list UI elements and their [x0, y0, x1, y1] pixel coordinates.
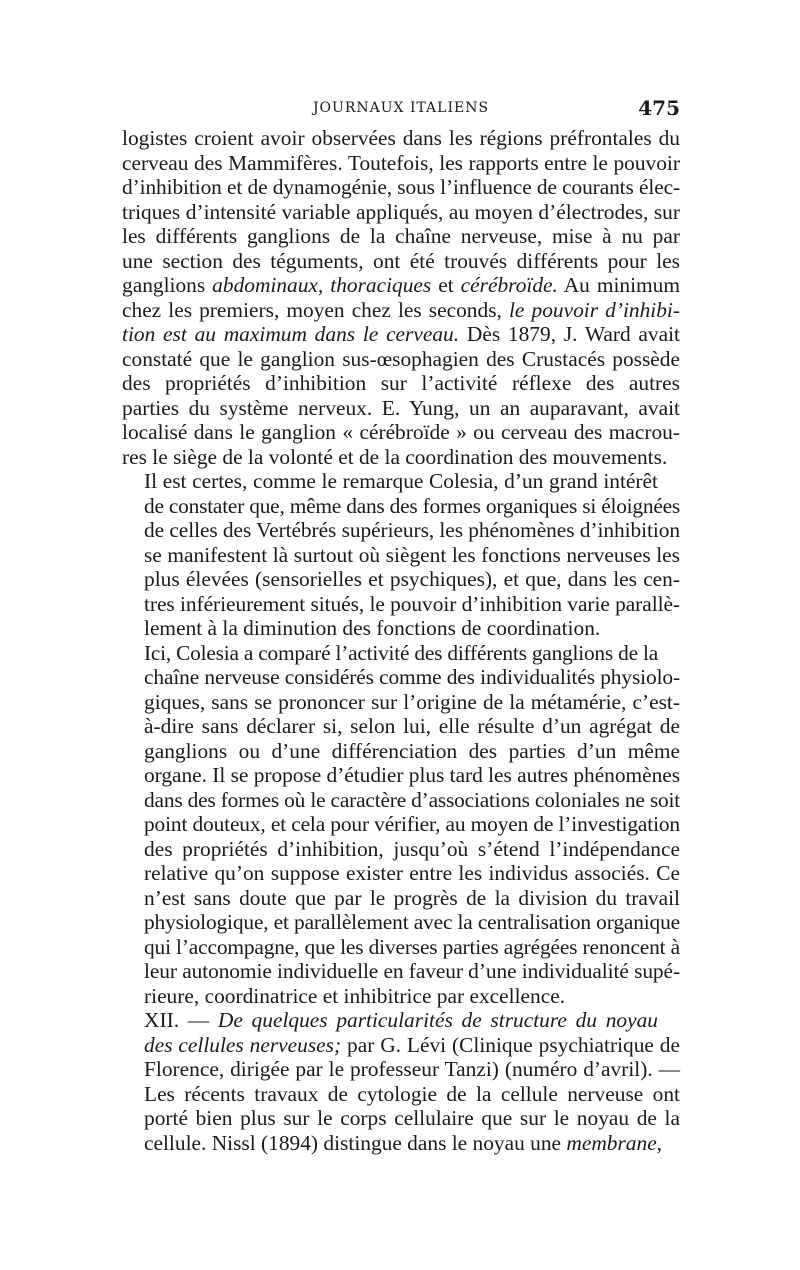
running-title: JOURNAUX ITALIENS — [312, 100, 490, 116]
text-run: d’inhibition et de dynamogénie, sous l’influence de courants élec- — [122, 175, 680, 199]
text-run: Il est certes, comme le remarque Colesia, d’un grand intérêt — [144, 469, 658, 493]
text-line — [122, 984, 680, 1009]
text-line — [122, 1106, 680, 1131]
text-run: une section des téguments, ont été trouvés différents pour les — [122, 248, 680, 273]
text-run: organe. Il se propose d’étudier plus tard les autres phénomènes — [144, 763, 680, 787]
text-line — [122, 886, 680, 911]
text-run: plus élevées (sensorielles et psychiques), et que, dans les cen- — [144, 567, 680, 591]
italic-text-run: membrane, — [566, 1130, 663, 1155]
text-run: les différents ganglions de la chaîne nerveuse, mise à nu par — [122, 224, 680, 248]
text-line — [122, 273, 680, 298]
text-line — [122, 1057, 680, 1082]
text-run: Dès 1879, J. Ward avait — [459, 322, 680, 346]
text-line — [122, 567, 680, 592]
italic-text-run: abdominaux, thoraciques — [212, 273, 432, 297]
text-run: chez les premiers, moyen chez les seconds, — [122, 297, 509, 322]
text-line — [122, 1131, 680, 1156]
text-line — [122, 837, 680, 862]
text-line — [122, 347, 680, 372]
text-line — [122, 1033, 680, 1058]
text-run: res le siège de la volonté et de la coordination des mouvements. — [122, 444, 668, 469]
text-line — [122, 175, 680, 200]
page-header — [122, 96, 680, 122]
text-line — [122, 763, 680, 788]
text-line — [122, 910, 680, 935]
text-line — [122, 445, 680, 470]
text-run: physiologique, et parallèlement avec la centralisation organique — [144, 910, 680, 934]
text-run: localisé dans le ganglion « cérébroïde » ou cerveau des macrou- — [122, 420, 680, 444]
text-line — [122, 543, 680, 568]
text-run: se manifestent là surtout où siègent les fonctions nerveuses les — [144, 542, 680, 567]
text-line — [122, 959, 680, 984]
italic-text-run: des cellules nerveuses; — [144, 1032, 342, 1057]
text-line — [122, 298, 680, 323]
text-line — [122, 812, 680, 837]
text-run: lement à la diminution des fonctions de coordination. — [144, 616, 601, 640]
text-run: dans des formes où le caractère d’associations coloniales ne soit — [144, 787, 680, 812]
text-run: XII. — — [144, 1008, 218, 1032]
text-run: giques, sans se prononcer sur l’origine de la métamérie, c’est- — [144, 689, 680, 714]
text-run: constaté que le ganglion sus-œsophagien des Crustacés possède — [122, 346, 680, 371]
text-line — [122, 1008, 680, 1033]
text-run: cerveau des Mammifères. Toutefois, les rapports entre le pouvoir — [122, 150, 680, 175]
text-run: relative qu’on suppose exister entre les individus associés. Ce — [144, 861, 680, 885]
text-run: et — [431, 273, 461, 297]
paragraph — [122, 1008, 680, 1155]
text-line — [122, 861, 680, 886]
paragraph — [122, 126, 680, 469]
text-line — [122, 322, 680, 347]
text-line — [122, 690, 680, 715]
italic-text-run: De quelques particularités de structure du noyau — [217, 1008, 658, 1032]
text-run: par G. Lévi (Clinique psychiatrique de — [341, 1032, 680, 1057]
text-line — [122, 641, 680, 666]
italic-text-run: le pouvoir d’inhibi- — [508, 297, 680, 322]
paragraph — [122, 469, 680, 641]
text-run: Les récents travaux de cytologie de la cellule nerveuse ont — [144, 1081, 680, 1106]
text-run: cellule. Nissl (1894) distingue dans le noyau une — [144, 1130, 567, 1155]
text-line — [122, 935, 680, 960]
text-line — [122, 200, 680, 225]
text-run: n’est sans doute que par le progrès de la division du travail — [144, 885, 680, 910]
text-run: ganglions ou d’une différenciation des parties d’un même — [144, 738, 680, 763]
text-line — [122, 151, 680, 176]
text-line — [122, 714, 680, 739]
text-run: parties du système nerveux. E. Yung, un an auparavant, avait — [122, 395, 680, 420]
text-line — [122, 396, 680, 421]
text-run: point douteux, et cela pour vérifier, au moyen de l’investigation — [144, 812, 680, 836]
paragraph — [122, 641, 680, 1009]
text-line — [122, 249, 680, 274]
text-run: triques d’intensité variable appliqués, au moyen d’électrodes, sur — [122, 199, 680, 224]
text-run: Florence, dirigée par le professeur Tanzi) (numéro d’avril). — — [144, 1057, 680, 1081]
text-run: Ici, Colesia a comparé l’activité des différents ganglions de la — [144, 640, 658, 665]
text-run: qui l’accompagne, que les diverses parties agrégées renoncent à — [144, 934, 680, 959]
text-run: logistes croient avoir observées dans les régions préfrontales du — [122, 126, 680, 150]
text-line — [122, 1082, 680, 1107]
text-run: à-dire sans déclarer si, selon lui, elle résulte d’un agrégat de — [144, 714, 680, 738]
text-run: tres inférieurement situés, le pouvoir d’inhibition varie parallè- — [144, 591, 680, 616]
text-run: de constater que, même dans des formes organiques si éloignées — [144, 493, 680, 518]
text-run: rieure, coordinatrice et inhibitrice par excellence. — [144, 983, 566, 1008]
text-run: Au minimum — [557, 273, 681, 297]
text-line — [122, 420, 680, 445]
body-text — [122, 126, 680, 1155]
text-line — [122, 739, 680, 764]
text-line — [122, 518, 680, 543]
text-run: leur autonomie individuelle en faveur d’une individualité supé- — [144, 959, 680, 983]
page-number: 475 — [638, 96, 680, 120]
text-line — [122, 494, 680, 519]
italic-text-run: cérébroïde. — [460, 273, 558, 297]
text-line — [122, 592, 680, 617]
text-line — [122, 788, 680, 813]
text-run: ganglions — [122, 273, 213, 297]
text-run: de celles des Vertébrés supérieurs, les phénomènes d’inhibition — [144, 518, 680, 542]
text-run: chaîne nerveuse considérés comme des individualités physiolo- — [144, 665, 680, 689]
text-line — [122, 371, 680, 396]
text-line — [122, 665, 680, 690]
text-line — [122, 469, 680, 494]
text-line — [122, 126, 680, 151]
text-run: porté bien plus sur le corps cellulaire que sur le noyau de la — [144, 1106, 680, 1130]
text-line — [122, 224, 680, 249]
italic-text-run: tion est au maximum dans le cerveau. — [122, 322, 460, 346]
text-line — [122, 616, 680, 641]
text-run: des propriétés d’inhibition, jusqu’où s’étend l’indépendance — [144, 836, 680, 861]
text-run: des propriétés d’inhibition sur l’activité réflexe des autres — [122, 371, 680, 395]
